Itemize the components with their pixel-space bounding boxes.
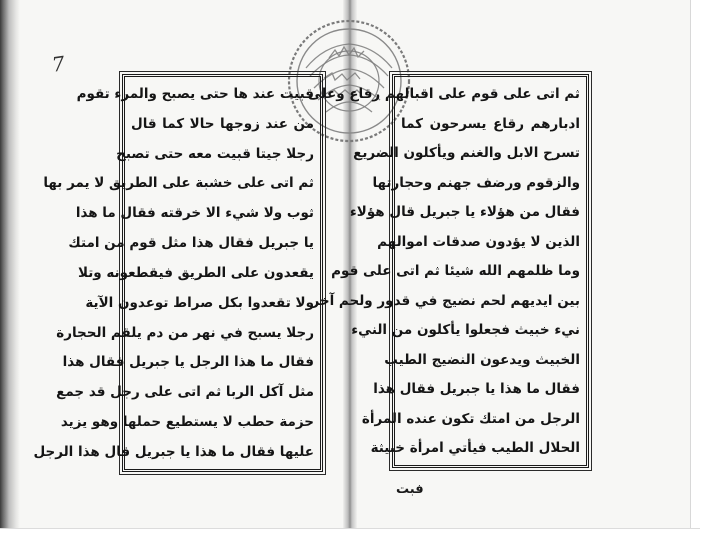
left-page-text-frame — [33, 74, 323, 472]
text-line: عليها فقال ما هذا يا جبريل قال هذا الرجل — [33, 443, 314, 460]
text-line: رجلا جيتا قبيت معه حتى تصبح — [116, 145, 314, 162]
text-line: قبيت عند ها حتى يصبح والمرء تقوم — [76, 86, 314, 102]
text-line: ولا تقعدوا بكل صراط توعدون الآية — [85, 294, 314, 311]
text-line: تسرح الابل والغنم ويأكلون الضريع — [353, 145, 580, 161]
text-line: بين ايديهم لحم نضيج في قدور ولحم آخر — [311, 292, 580, 309]
left-page-text — [33, 81, 314, 465]
page-number: 7 — [50, 51, 67, 77]
text-line: ثم اتى على خشبة على الطريق لا يمر بها — [43, 175, 314, 192]
text-line: مثل آكل الربا ثم اتى على رجل قد جمع — [56, 384, 314, 401]
text-line: الخبيث ويدعون النضيج الطيب — [384, 351, 580, 368]
bottom-page-edge — [0, 528, 700, 541]
left-binding-shadow — [0, 0, 20, 540]
catchword: فبت — [396, 482, 424, 497]
right-page-text-frame — [307, 74, 589, 468]
text-line: الذين لا يؤدون صدقات اموالهم — [377, 233, 580, 250]
right-page-edge — [690, 0, 701, 540]
text-line: فقال من هؤلاء يا جبريل قال هؤلاء — [349, 204, 580, 220]
text-line: يا جبريل فقال هذا مثل قوم من امتك — [68, 235, 314, 252]
text-line: الرجل من امتك تكون عنده المرأة — [361, 410, 580, 427]
text-line: حزمة حطب لا يستطيع حملها وهو يزيد — [60, 414, 314, 431]
text-line: يقعدون على الطريق فيقطعونه وتلا — [77, 264, 314, 281]
text-line: ثم اتى على قوم على اقبالهم رقاع وعلى — [307, 86, 580, 102]
text-line: نيء خبيث فجعلوا يأكلون من النيء — [351, 322, 580, 338]
text-line: فقال ما هذا يا جبريل فقال هذا — [373, 381, 580, 397]
text-line: الحلال الطيب فيأتي امرأة خبيثة — [370, 440, 580, 456]
text-line: رجلا يسبح في نهر من دم يلقم الحجارة — [56, 324, 314, 341]
right-page-text — [307, 81, 580, 461]
text-line: والزقوم ورضف جهنم وحجارتها — [372, 174, 580, 191]
text-line: وما ظلمهم الله شيئا ثم اتى على قوم — [331, 263, 580, 279]
text-line: ثوب ولا شيء الا خرقته فقال ما هذا — [75, 205, 314, 222]
text-line: من عند زوجها حالا كما قال — [131, 115, 314, 132]
text-line: فقال ما هذا الرجل يا جبريل فقال هذا — [62, 354, 314, 371]
text-line: ادبارهم رقاع يسرحون كما — [401, 115, 580, 132]
